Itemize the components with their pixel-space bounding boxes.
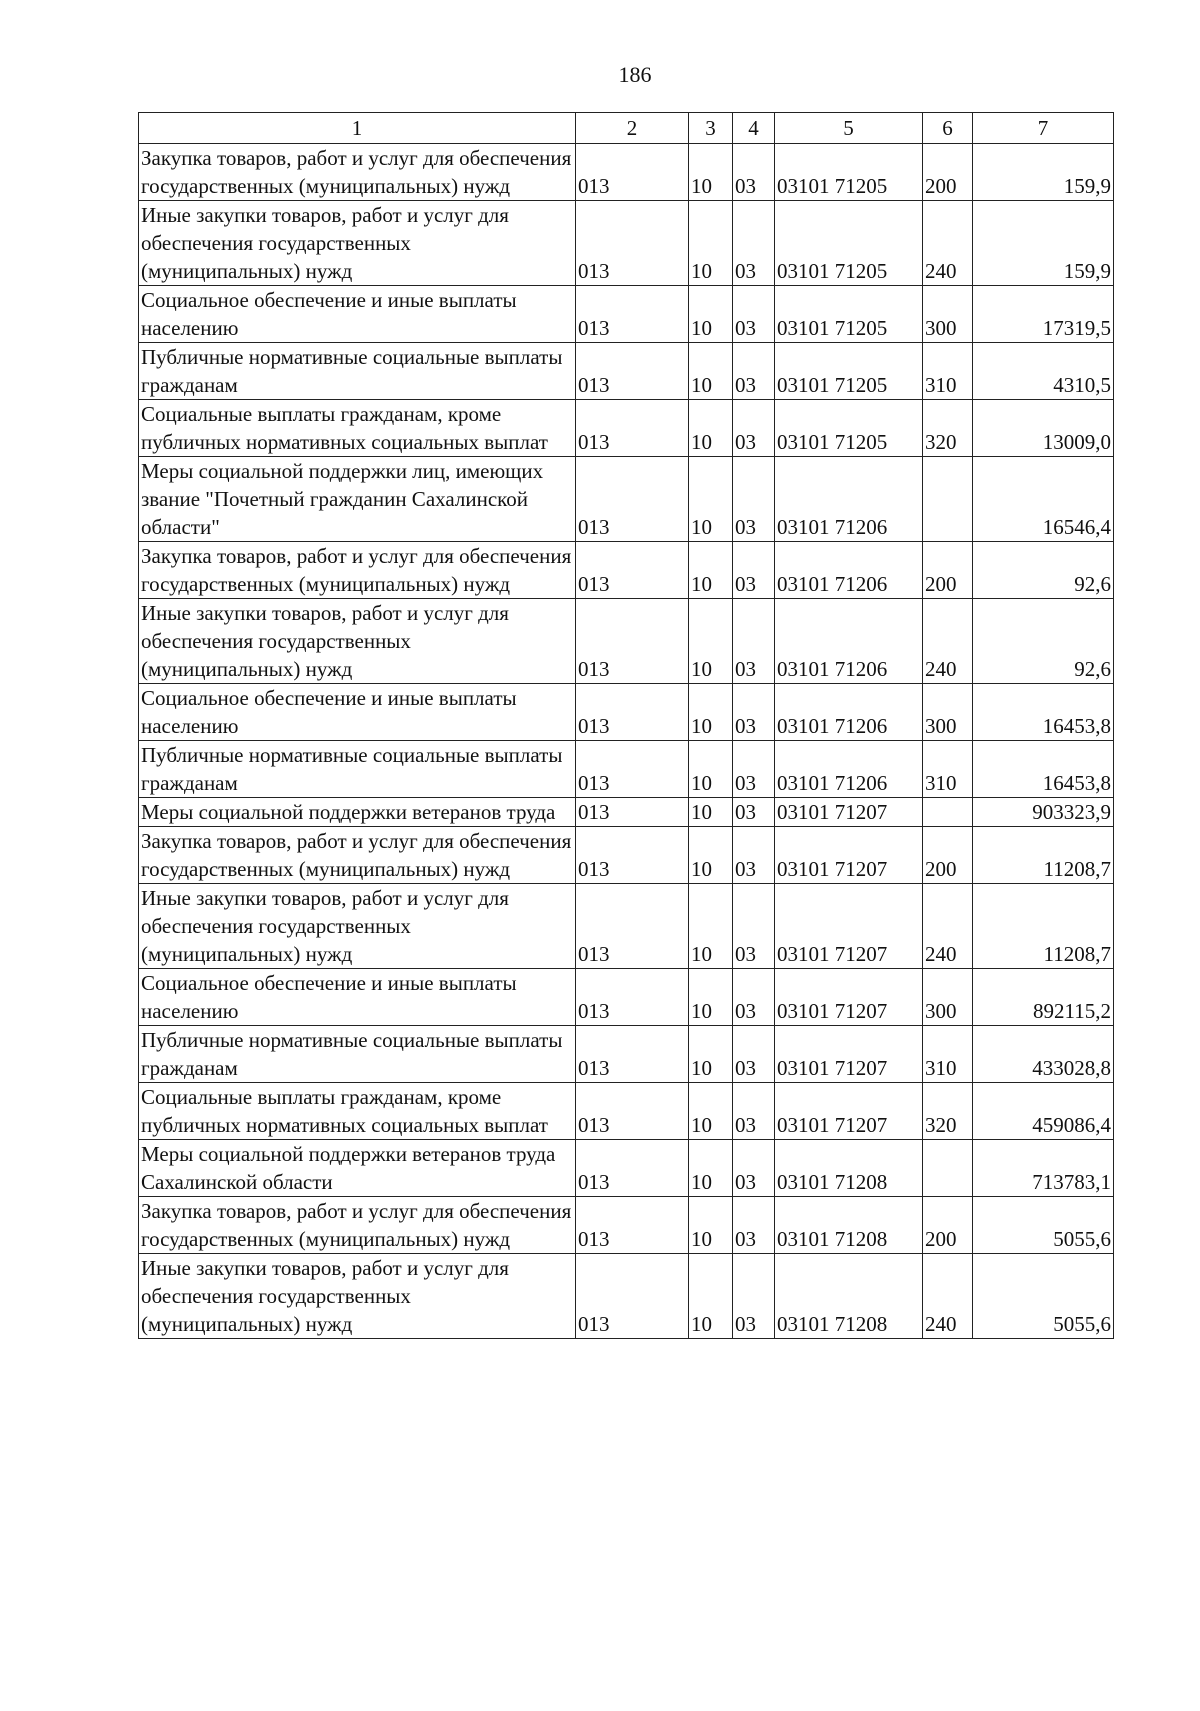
row-target-cell: 03101 71205 — [775, 343, 923, 400]
row-amount-cell: 5055,6 — [973, 1197, 1114, 1254]
row-section-cell: 10 — [689, 343, 733, 400]
row-expense-type-cell: 240 — [923, 884, 973, 969]
row-target-cell: 03101 71207 — [775, 1083, 923, 1140]
row-subsection-cell: 03 — [733, 542, 775, 599]
row-target-cell: 03101 71207 — [775, 1026, 923, 1083]
row-amount-cell: 16546,4 — [973, 457, 1114, 542]
row-code-cell: 013 — [576, 144, 689, 201]
table-header-row — [139, 113, 1114, 144]
row-subsection-cell: 03 — [733, 827, 775, 884]
row-section-cell: 10 — [689, 684, 733, 741]
row-code-cell: 013 — [576, 457, 689, 542]
row-name-cell: Иные закупки товаров, работ и услуг для обеспечения государственных (муниципальных) нужд — [139, 1254, 576, 1339]
row-expense-type-cell: 240 — [923, 599, 973, 684]
row-code-cell: 013 — [576, 827, 689, 884]
row-code-cell: 013 — [576, 286, 689, 343]
row-amount-cell: 92,6 — [973, 542, 1114, 599]
table-row — [139, 1197, 1114, 1254]
table-row — [139, 684, 1114, 741]
row-expense-type-cell: 300 — [923, 286, 973, 343]
row-target-cell: 03101 71205 — [775, 144, 923, 201]
row-code-cell: 013 — [576, 599, 689, 684]
row-code-cell: 013 — [576, 1083, 689, 1140]
row-expense-type-cell: 200 — [923, 1197, 973, 1254]
row-subsection-cell: 03 — [733, 400, 775, 457]
row-expense-type-cell — [923, 457, 973, 542]
row-subsection-cell: 03 — [733, 1254, 775, 1339]
row-name-cell: Закупка товаров, работ и услуг для обеспечения государственных (муниципальных) нужд — [139, 542, 576, 599]
row-section-cell: 10 — [689, 144, 733, 201]
row-name-cell: Меры социальной поддержки лиц, имеющих звание "Почетный гражданин Сахалинской области" — [139, 457, 576, 542]
table-row — [139, 1254, 1114, 1339]
table-row — [139, 969, 1114, 1026]
row-target-cell: 03101 71208 — [775, 1254, 923, 1339]
row-section-cell: 10 — [689, 1254, 733, 1339]
row-code-cell: 013 — [576, 741, 689, 798]
row-amount-cell: 4310,5 — [973, 343, 1114, 400]
row-section-cell: 10 — [689, 201, 733, 286]
row-expense-type-cell: 320 — [923, 1083, 973, 1140]
row-expense-type-cell — [923, 798, 973, 827]
row-name-cell: Социальное обеспечение и иные выплаты населению — [139, 684, 576, 741]
table-row — [139, 1140, 1114, 1197]
row-code-cell: 013 — [576, 1254, 689, 1339]
row-expense-type-cell — [923, 1140, 973, 1197]
table-row — [139, 400, 1114, 457]
row-section-cell: 10 — [689, 1026, 733, 1083]
row-target-cell: 03101 71206 — [775, 599, 923, 684]
row-expense-type-cell: 200 — [923, 827, 973, 884]
row-amount-cell: 713783,1 — [973, 1140, 1114, 1197]
row-code-cell: 013 — [576, 400, 689, 457]
row-subsection-cell: 03 — [733, 1026, 775, 1083]
row-expense-type-cell: 200 — [923, 542, 973, 599]
row-target-cell: 03101 71205 — [775, 201, 923, 286]
row-amount-cell: 159,9 — [973, 201, 1114, 286]
row-name-cell: Публичные нормативные социальные выплаты гражданам — [139, 741, 576, 798]
row-target-cell: 03101 71206 — [775, 542, 923, 599]
table-row — [139, 286, 1114, 343]
column-header: 1 — [139, 113, 576, 144]
row-section-cell: 10 — [689, 969, 733, 1026]
row-expense-type-cell: 300 — [923, 969, 973, 1026]
row-section-cell: 10 — [689, 400, 733, 457]
row-code-cell: 013 — [576, 1197, 689, 1254]
row-target-cell: 03101 71206 — [775, 684, 923, 741]
row-subsection-cell: 03 — [733, 741, 775, 798]
row-subsection-cell: 03 — [733, 599, 775, 684]
row-subsection-cell: 03 — [733, 343, 775, 400]
row-target-cell: 03101 71208 — [775, 1140, 923, 1197]
row-subsection-cell: 03 — [733, 1083, 775, 1140]
row-section-cell: 10 — [689, 884, 733, 969]
row-name-cell: Социальное обеспечение и иные выплаты населению — [139, 969, 576, 1026]
row-target-cell: 03101 71208 — [775, 1197, 923, 1254]
row-subsection-cell: 03 — [733, 201, 775, 286]
row-target-cell: 03101 71207 — [775, 884, 923, 969]
row-expense-type-cell: 240 — [923, 1254, 973, 1339]
row-name-cell: Меры социальной поддержки ветеранов труда Сахалинской области — [139, 1140, 576, 1197]
row-target-cell: 03101 71207 — [775, 827, 923, 884]
table-row — [139, 144, 1114, 201]
row-name-cell: Закупка товаров, работ и услуг для обеспечения государственных (муниципальных) нужд — [139, 827, 576, 884]
row-name-cell: Иные закупки товаров, работ и услуг для обеспечения государственных (муниципальных) нужд — [139, 884, 576, 969]
table-row — [139, 201, 1114, 286]
row-section-cell: 10 — [689, 1083, 733, 1140]
row-subsection-cell: 03 — [733, 884, 775, 969]
row-subsection-cell: 03 — [733, 684, 775, 741]
row-amount-cell: 459086,4 — [973, 1083, 1114, 1140]
row-amount-cell: 92,6 — [973, 599, 1114, 684]
row-amount-cell: 16453,8 — [973, 741, 1114, 798]
row-section-cell: 10 — [689, 599, 733, 684]
row-expense-type-cell: 310 — [923, 343, 973, 400]
row-target-cell: 03101 71206 — [775, 457, 923, 542]
column-header: 6 — [923, 113, 973, 144]
row-section-cell: 10 — [689, 286, 733, 343]
row-expense-type-cell: 240 — [923, 201, 973, 286]
row-expense-type-cell: 320 — [923, 400, 973, 457]
row-name-cell: Меры социальной поддержки ветеранов труда — [139, 798, 576, 827]
row-target-cell: 03101 71207 — [775, 798, 923, 827]
row-name-cell: Иные закупки товаров, работ и услуг для обеспечения государственных (муниципальных) нужд — [139, 201, 576, 286]
row-code-cell: 013 — [576, 798, 689, 827]
row-amount-cell: 5055,6 — [973, 1254, 1114, 1339]
row-code-cell: 013 — [576, 542, 689, 599]
row-amount-cell: 17319,5 — [973, 286, 1114, 343]
row-subsection-cell: 03 — [733, 798, 775, 827]
row-subsection-cell: 03 — [733, 969, 775, 1026]
row-section-cell: 10 — [689, 1140, 733, 1197]
row-name-cell: Закупка товаров, работ и услуг для обеспечения государственных (муниципальных) нужд — [139, 1197, 576, 1254]
row-section-cell: 10 — [689, 741, 733, 798]
row-name-cell: Социальные выплаты гражданам, кроме публичных нормативных социальных выплат — [139, 1083, 576, 1140]
row-subsection-cell: 03 — [733, 286, 775, 343]
row-amount-cell: 433028,8 — [973, 1026, 1114, 1083]
row-section-cell: 10 — [689, 542, 733, 599]
row-amount-cell: 16453,8 — [973, 684, 1114, 741]
table-row — [139, 457, 1114, 542]
row-expense-type-cell: 200 — [923, 144, 973, 201]
row-code-cell: 013 — [576, 969, 689, 1026]
column-header: 4 — [733, 113, 775, 144]
row-subsection-cell: 03 — [733, 457, 775, 542]
row-target-cell: 03101 71206 — [775, 741, 923, 798]
row-name-cell: Публичные нормативные социальные выплаты гражданам — [139, 1026, 576, 1083]
budget-table — [138, 112, 1114, 1339]
column-header: 7 — [973, 113, 1114, 144]
row-section-cell: 10 — [689, 1197, 733, 1254]
row-amount-cell: 11208,7 — [973, 884, 1114, 969]
row-target-cell: 03101 71205 — [775, 400, 923, 457]
row-code-cell: 013 — [576, 1026, 689, 1083]
row-subsection-cell: 03 — [733, 144, 775, 201]
row-code-cell: 013 — [576, 1140, 689, 1197]
table-row — [139, 1083, 1114, 1140]
row-amount-cell: 903323,9 — [973, 798, 1114, 827]
row-amount-cell: 13009,0 — [973, 400, 1114, 457]
row-amount-cell: 159,9 — [973, 144, 1114, 201]
row-target-cell: 03101 71207 — [775, 969, 923, 1026]
column-header: 2 — [576, 113, 689, 144]
row-name-cell: Социальное обеспечение и иные выплаты населению — [139, 286, 576, 343]
row-name-cell: Иные закупки товаров, работ и услуг для обеспечения государственных (муниципальных) нужд — [139, 599, 576, 684]
table-row — [139, 884, 1114, 969]
row-code-cell: 013 — [576, 343, 689, 400]
row-section-cell: 10 — [689, 827, 733, 884]
table-row — [139, 827, 1114, 884]
column-header: 3 — [689, 113, 733, 144]
table-body — [139, 144, 1114, 1339]
table-row — [139, 1026, 1114, 1083]
table-row — [139, 599, 1114, 684]
row-subsection-cell: 03 — [733, 1140, 775, 1197]
row-name-cell: Социальные выплаты гражданам, кроме публичных нормативных социальных выплат — [139, 400, 576, 457]
row-name-cell: Закупка товаров, работ и услуг для обеспечения государственных (муниципальных) нужд — [139, 144, 576, 201]
row-amount-cell: 892115,2 — [973, 969, 1114, 1026]
column-header: 5 — [775, 113, 923, 144]
page-number: 186 — [618, 62, 652, 87]
table-row — [139, 343, 1114, 400]
row-section-cell: 10 — [689, 798, 733, 827]
row-expense-type-cell: 310 — [923, 1026, 973, 1083]
row-target-cell: 03101 71205 — [775, 286, 923, 343]
row-section-cell: 10 — [689, 457, 733, 542]
row-expense-type-cell: 310 — [923, 741, 973, 798]
row-subsection-cell: 03 — [733, 1197, 775, 1254]
table-row — [139, 741, 1114, 798]
row-code-cell: 013 — [576, 201, 689, 286]
row-code-cell: 013 — [576, 684, 689, 741]
row-name-cell: Публичные нормативные социальные выплаты гражданам — [139, 343, 576, 400]
table-row — [139, 798, 1114, 827]
row-code-cell: 013 — [576, 884, 689, 969]
table-row — [139, 542, 1114, 599]
row-amount-cell: 11208,7 — [973, 827, 1114, 884]
row-expense-type-cell: 300 — [923, 684, 973, 741]
